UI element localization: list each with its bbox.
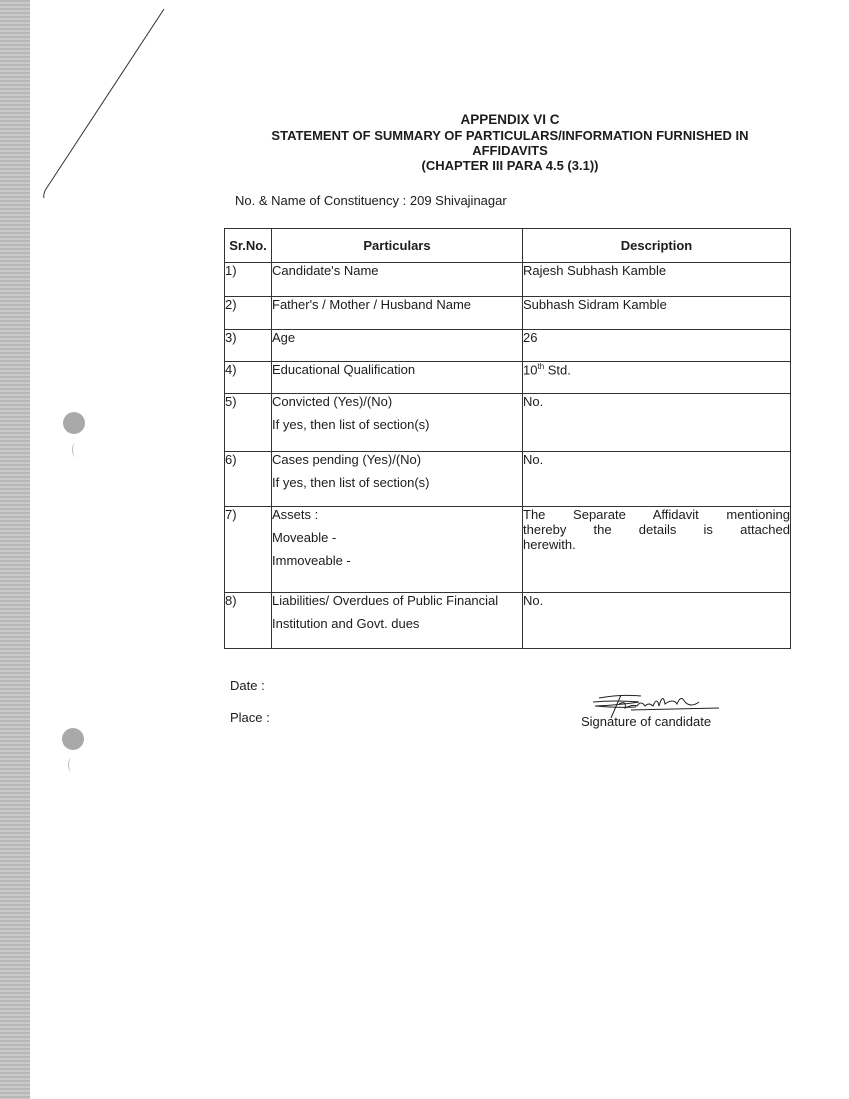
row-sr: 2): [225, 297, 272, 330]
document-header: [230, 112, 790, 173]
table-row: [225, 330, 791, 362]
row-sr: 5): [225, 394, 272, 452]
row-description: No.: [523, 452, 791, 507]
table-row: [225, 362, 791, 394]
qualification-suffix: Std.: [544, 362, 571, 378]
stray-pen-line: [0, 0, 200, 220]
row-particulars: [272, 452, 523, 507]
table-row: [225, 452, 791, 507]
description-line: herewith.: [523, 537, 576, 552]
row-description: Subhash Sidram Kamble: [523, 297, 791, 330]
row-description: No.: [523, 394, 791, 452]
row-particulars: Candidate's Name: [272, 263, 523, 297]
row-particulars: [272, 394, 523, 452]
row-description: [523, 507, 791, 593]
header-sr-no: Sr.No.: [225, 229, 272, 263]
table-row: [225, 297, 791, 330]
table-row: [225, 593, 791, 649]
row-sr: 1): [225, 263, 272, 297]
particulars-table: [224, 228, 791, 649]
row-particulars: Educational Qualification: [272, 362, 523, 394]
constituency-label: No. & Name of Constituency : 209 Shivajinagar: [235, 193, 507, 208]
appendix-title: APPENDIX VI C: [460, 112, 560, 127]
description-line: thereby the details is attached: [523, 522, 790, 537]
punch-mark-bottom: [68, 758, 75, 772]
row-description: 26: [523, 330, 791, 362]
row-sr: 8): [225, 593, 272, 649]
row-sr: 6): [225, 452, 272, 507]
row-description: [523, 362, 791, 394]
row-sr: 4): [225, 362, 272, 394]
particulars-line: Assets :: [272, 507, 319, 522]
row-description: No.: [523, 593, 791, 649]
statement-title-line-1: STATEMENT OF SUMMARY OF PARTICULARS/INFORMATION FURNISHED IN: [271, 128, 749, 143]
particulars-line: If yes, then list of section(s): [272, 475, 430, 490]
qualification-number: 10: [523, 362, 538, 378]
chapter-reference: (CHAPTER III PARA 4.5 (3.1)): [421, 158, 599, 173]
row-particulars: Father's / Mother / Husband Name: [272, 297, 523, 330]
particulars-line: Cases pending (Yes)/(No): [272, 452, 422, 467]
table-row: [225, 263, 791, 297]
punch-hole-bottom: [62, 728, 84, 750]
table-row: [225, 507, 791, 593]
particulars-line: If yes, then list of section(s): [272, 417, 430, 432]
description-line: The Separate Affidavit mentioning: [523, 507, 790, 522]
statement-title-line-2: AFFIDAVITS: [472, 143, 548, 158]
signature-caption: Signature of candidate: [581, 714, 712, 729]
signature-block: [581, 690, 731, 729]
row-particulars: [272, 593, 523, 649]
particulars-line: Convicted (Yes)/(No): [272, 394, 393, 409]
table-header-row: [225, 229, 791, 263]
punch-hole-top: [63, 412, 85, 434]
row-particulars: [272, 507, 523, 593]
particulars-line: Institution and Govt. dues: [272, 616, 420, 631]
header-description: Description: [523, 229, 791, 263]
punch-mark-top: [72, 443, 79, 457]
row-description: Rajesh Subhash Kamble: [523, 263, 791, 297]
date-label: Date :: [230, 678, 265, 693]
qualification-ordinal: th: [537, 362, 545, 371]
table-row: [225, 394, 791, 452]
row-particulars: Age: [272, 330, 523, 362]
particulars-line: Moveable -: [272, 530, 337, 545]
place-label: Place :: [230, 710, 270, 725]
row-sr: 7): [225, 507, 272, 593]
header-particulars: Particulars: [272, 229, 523, 263]
row-sr: 3): [225, 330, 272, 362]
particulars-line: Immoveable -: [272, 553, 351, 568]
particulars-line: Liabilities/ Overdues of Public Financial: [272, 593, 499, 608]
